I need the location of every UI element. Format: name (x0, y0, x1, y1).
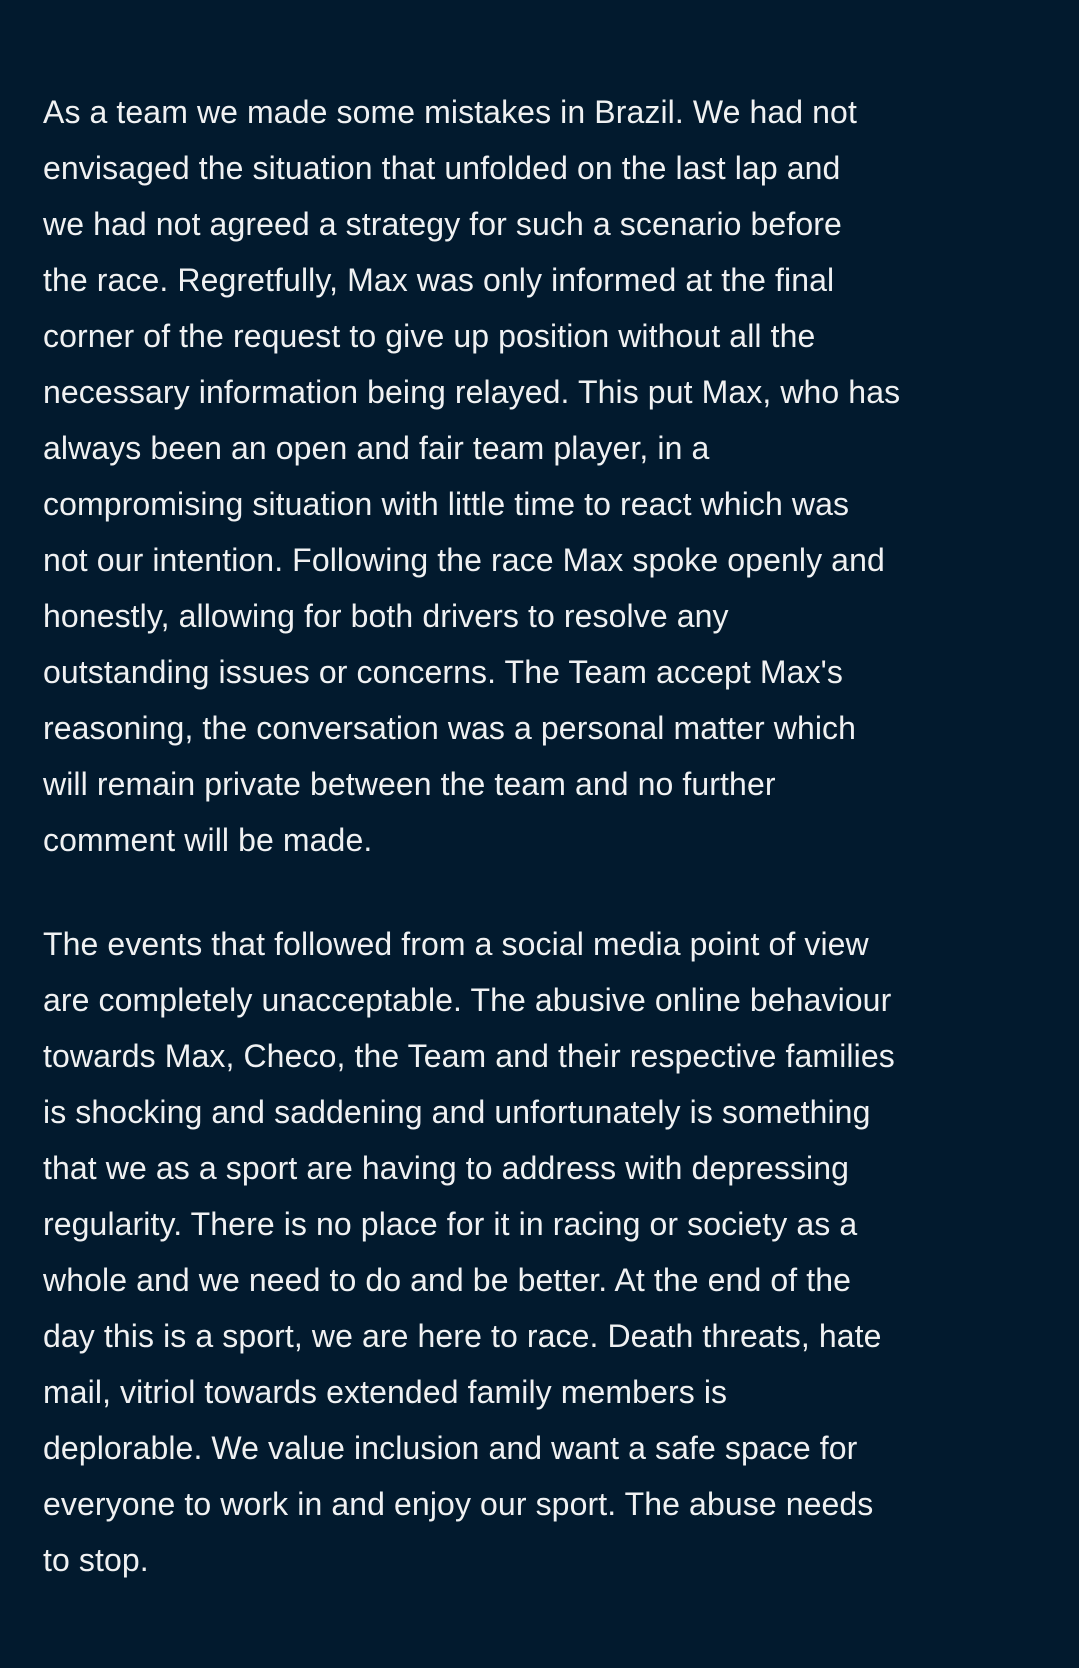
text-line: that we as a sport are having to address with depressing (43, 1150, 850, 1186)
statement-body (43, 84, 1053, 1588)
text-line: the race. Regretfully, Max was only informed at the final (43, 262, 835, 298)
text-line: are completely unacceptable. The abusive online behaviour (43, 982, 892, 1018)
text-line: corner of the request to give up position without all the (43, 318, 816, 354)
text-line: outstanding issues or concerns. The Team accept Max's (43, 654, 843, 690)
text-line: we had not agreed a strategy for such a scenario before (43, 206, 842, 242)
text-line: comment will be made. (43, 822, 373, 858)
text-line: everyone to work in and enjoy our sport. The abuse needs (43, 1486, 874, 1522)
text-line: deplorable. We value inclusion and want a safe space for (43, 1430, 858, 1466)
text-line: honestly, allowing for both drivers to resolve any (43, 598, 729, 634)
text-line: regularity. There is no place for it in racing or society as a (43, 1206, 858, 1242)
text-line: always been an open and fair team player, in a (43, 430, 710, 466)
text-line: compromising situation with little time to react which was (43, 486, 850, 522)
text-line: necessary information being relayed. This put Max, who has (43, 374, 901, 410)
text-line: is shocking and saddening and unfortunately is something (43, 1094, 871, 1130)
text-line: reasoning, the conversation was a personal matter which (43, 710, 857, 746)
text-line: towards Max, Checo, the Team and their respective families (43, 1038, 895, 1074)
text-line: day this is a sport, we are here to race. Death threats, hate (43, 1318, 882, 1354)
statement-paragraph-1 (43, 84, 1053, 868)
text-line: will remain private between the team and no further (43, 766, 776, 802)
text-line: As a team we made some mistakes in Brazil. We had not (43, 94, 857, 130)
text-line: envisaged the situation that unfolded on the last lap and (43, 150, 841, 186)
statement-paragraph-2 (43, 916, 1053, 1588)
paragraph-spacer (43, 868, 1053, 916)
text-line: not our intention. Following the race Max spoke openly and (43, 542, 885, 578)
text-line: to stop. (43, 1542, 149, 1578)
text-line: The events that followed from a social media point of view (43, 926, 869, 962)
text-line: mail, vitriol towards extended family members is (43, 1374, 728, 1410)
text-line: whole and we need to do and be better. At the end of the (43, 1262, 852, 1298)
